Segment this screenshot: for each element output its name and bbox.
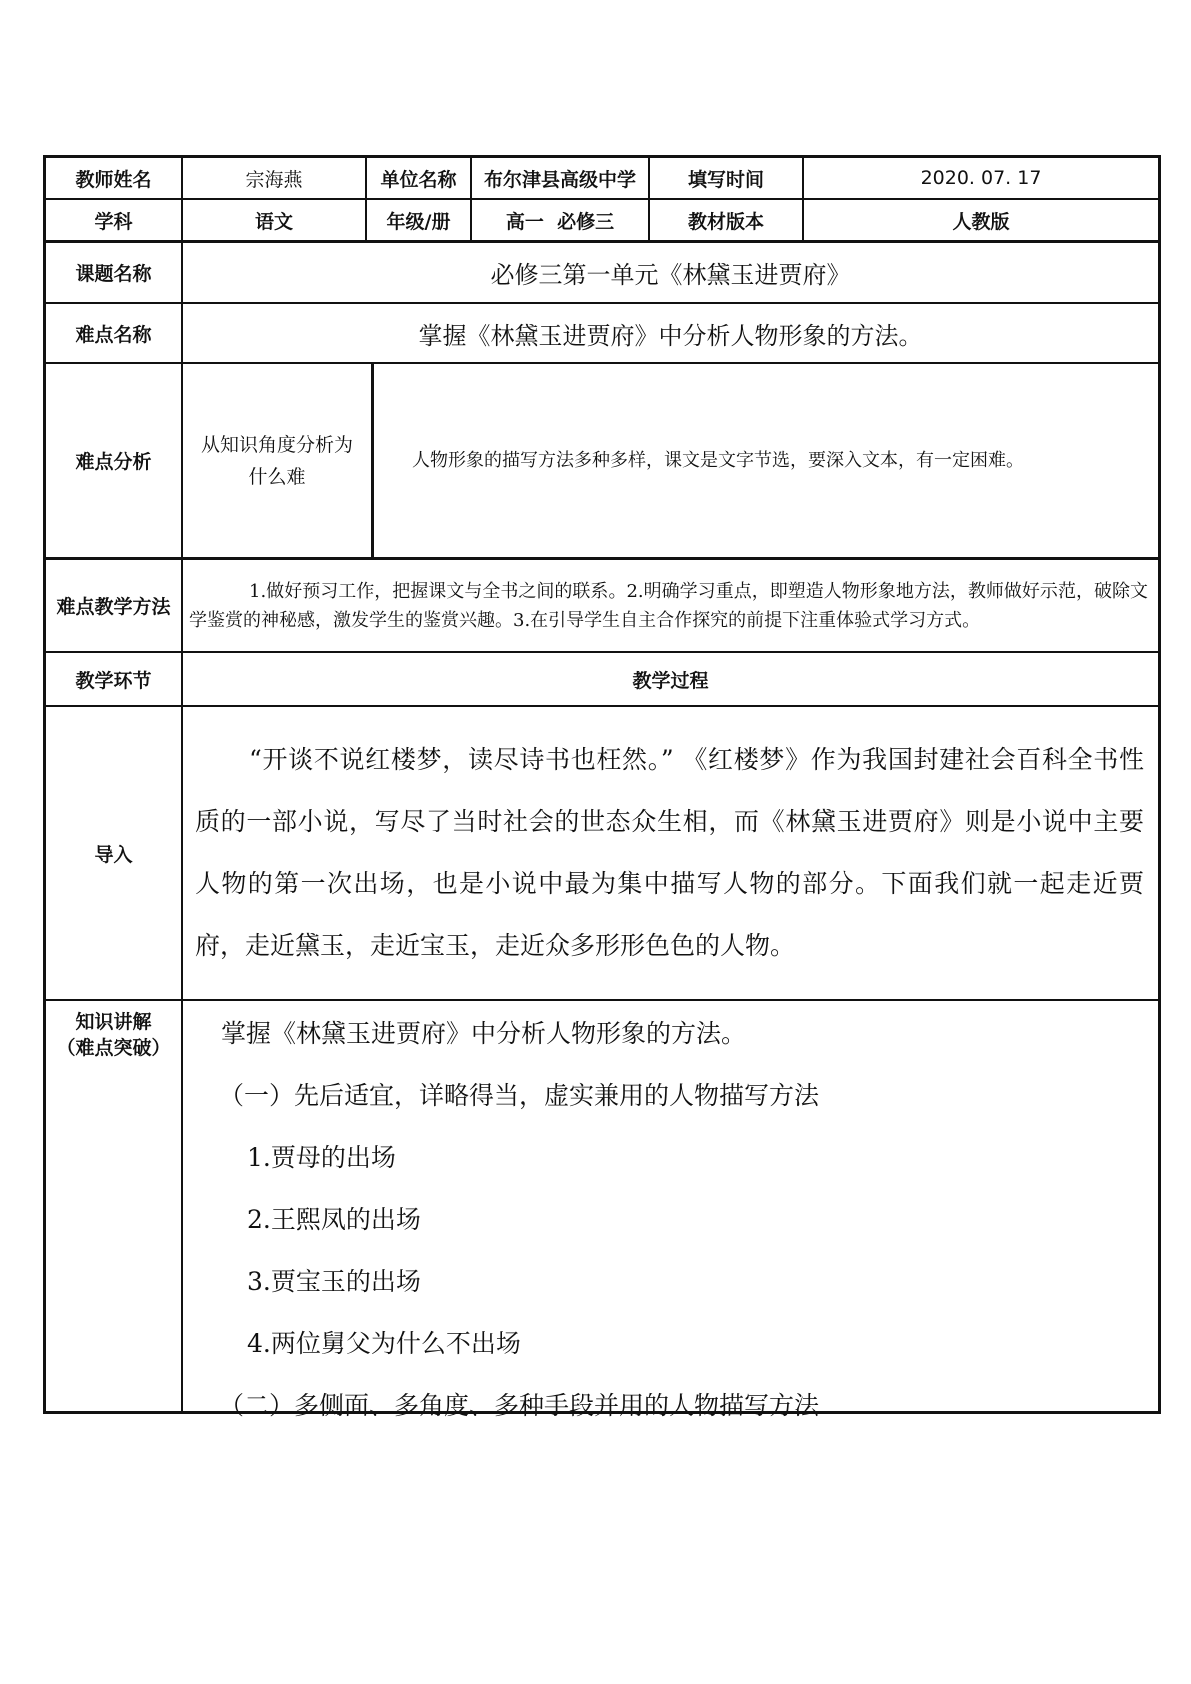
analysis-label: 难点分析 bbox=[75, 451, 152, 473]
header-row-1 bbox=[46, 158, 1158, 198]
intro-value: “开谈不说红楼梦，读尽诗书也枉然。” 《红楼梦》作为我国封建社会百科全书性质的一部小说，写尽了当时社会的世态众生相，而《林黛玉进贾府》则是小说中主要人物的第一次出场，也是小说中最为集中描写人物的部分。下面我们就一起走近贾府，走近黛玉，走近宝玉，走近众多形形色色的人物。 bbox=[181, 707, 1158, 999]
topic-label: 课题名称 bbox=[75, 263, 152, 285]
unit-value: 布尔津县高级中学 bbox=[470, 158, 648, 198]
knowledge-line: 4.两位舅父为什么不出场 bbox=[247, 1329, 521, 1358]
unit-label: 单位名称 bbox=[365, 158, 470, 198]
method-row bbox=[46, 557, 1158, 651]
knowledge-line: 掌握《林黛玉进贾府》中分析人物形象的方法。 bbox=[221, 1019, 747, 1048]
process-header-row bbox=[46, 651, 1158, 705]
textbook-label: 教材版本 bbox=[648, 200, 802, 240]
topic-value: 必修三第一单元《林黛玉进贾府》 bbox=[181, 243, 1158, 302]
teacher-value: 宗海燕 bbox=[181, 158, 365, 198]
knowledge-line: （二）多侧面、多角度、多种手段并用的人物描写方法 bbox=[219, 1391, 820, 1420]
knowledge-content bbox=[181, 1001, 1158, 1420]
textbook-value: 人教版 bbox=[802, 200, 1158, 240]
method-value: 1.做好预习工作，把握课文与全书之间的联系。2.明确学习重点，即塑造人物形象地方法，教师做好示范，破除文学鉴赏的神秘感，激发学生的鉴赏兴趣。3.在引导学生自主合作探究的前提下注重体验式学习方式。 bbox=[181, 560, 1158, 651]
analysis-row bbox=[46, 362, 1158, 557]
analysis-sub-label: 从知识角度分析为什么难 bbox=[181, 364, 371, 557]
difficulty-row bbox=[46, 302, 1158, 362]
difficulty-label: 难点名称 bbox=[75, 323, 152, 346]
topic-row bbox=[46, 240, 1158, 302]
knowledge-label-line2: （难点突破） bbox=[56, 1037, 171, 1059]
knowledge-label-line1: 知识讲解 bbox=[75, 1011, 152, 1033]
intro-label: 导入 bbox=[94, 843, 133, 866]
grade-label: 年级/册 bbox=[365, 200, 470, 240]
knowledge-line: 3.贾宝玉的出场 bbox=[247, 1267, 421, 1296]
grade-value: 高一 必修三 bbox=[470, 200, 648, 240]
header-row-2 bbox=[46, 198, 1158, 240]
process-value: 教学过程 bbox=[181, 653, 1158, 705]
knowledge-row bbox=[46, 999, 1158, 1420]
process-label: 教学环节 bbox=[75, 669, 152, 692]
analysis-value: 人物形象的描写方法多种多样，课文是文字节选，要深入文本，有一定困难。 bbox=[371, 364, 1158, 557]
difficulty-value: 掌握《林黛玉进贾府》中分析人物形象的方法。 bbox=[181, 304, 1158, 362]
knowledge-line: （一）先后适宜，详略得当，虚实兼用的人物描写方法 bbox=[219, 1081, 820, 1110]
date-label: 填写时间 bbox=[648, 158, 802, 198]
knowledge-label bbox=[46, 1001, 181, 1411]
subject-label: 学科 bbox=[94, 210, 133, 233]
lesson-plan-table bbox=[43, 155, 1161, 1420]
intro-row bbox=[46, 705, 1158, 999]
teacher-label: 教师姓名 bbox=[75, 168, 152, 191]
knowledge-line: 1.贾母的出场 bbox=[247, 1143, 396, 1172]
date-value: 2020. 07. 17 bbox=[802, 158, 1158, 198]
subject-value: 语文 bbox=[181, 200, 365, 240]
knowledge-line: 2.王熙凤的出场 bbox=[247, 1205, 421, 1234]
method-label: 难点教学方法 bbox=[56, 596, 171, 618]
